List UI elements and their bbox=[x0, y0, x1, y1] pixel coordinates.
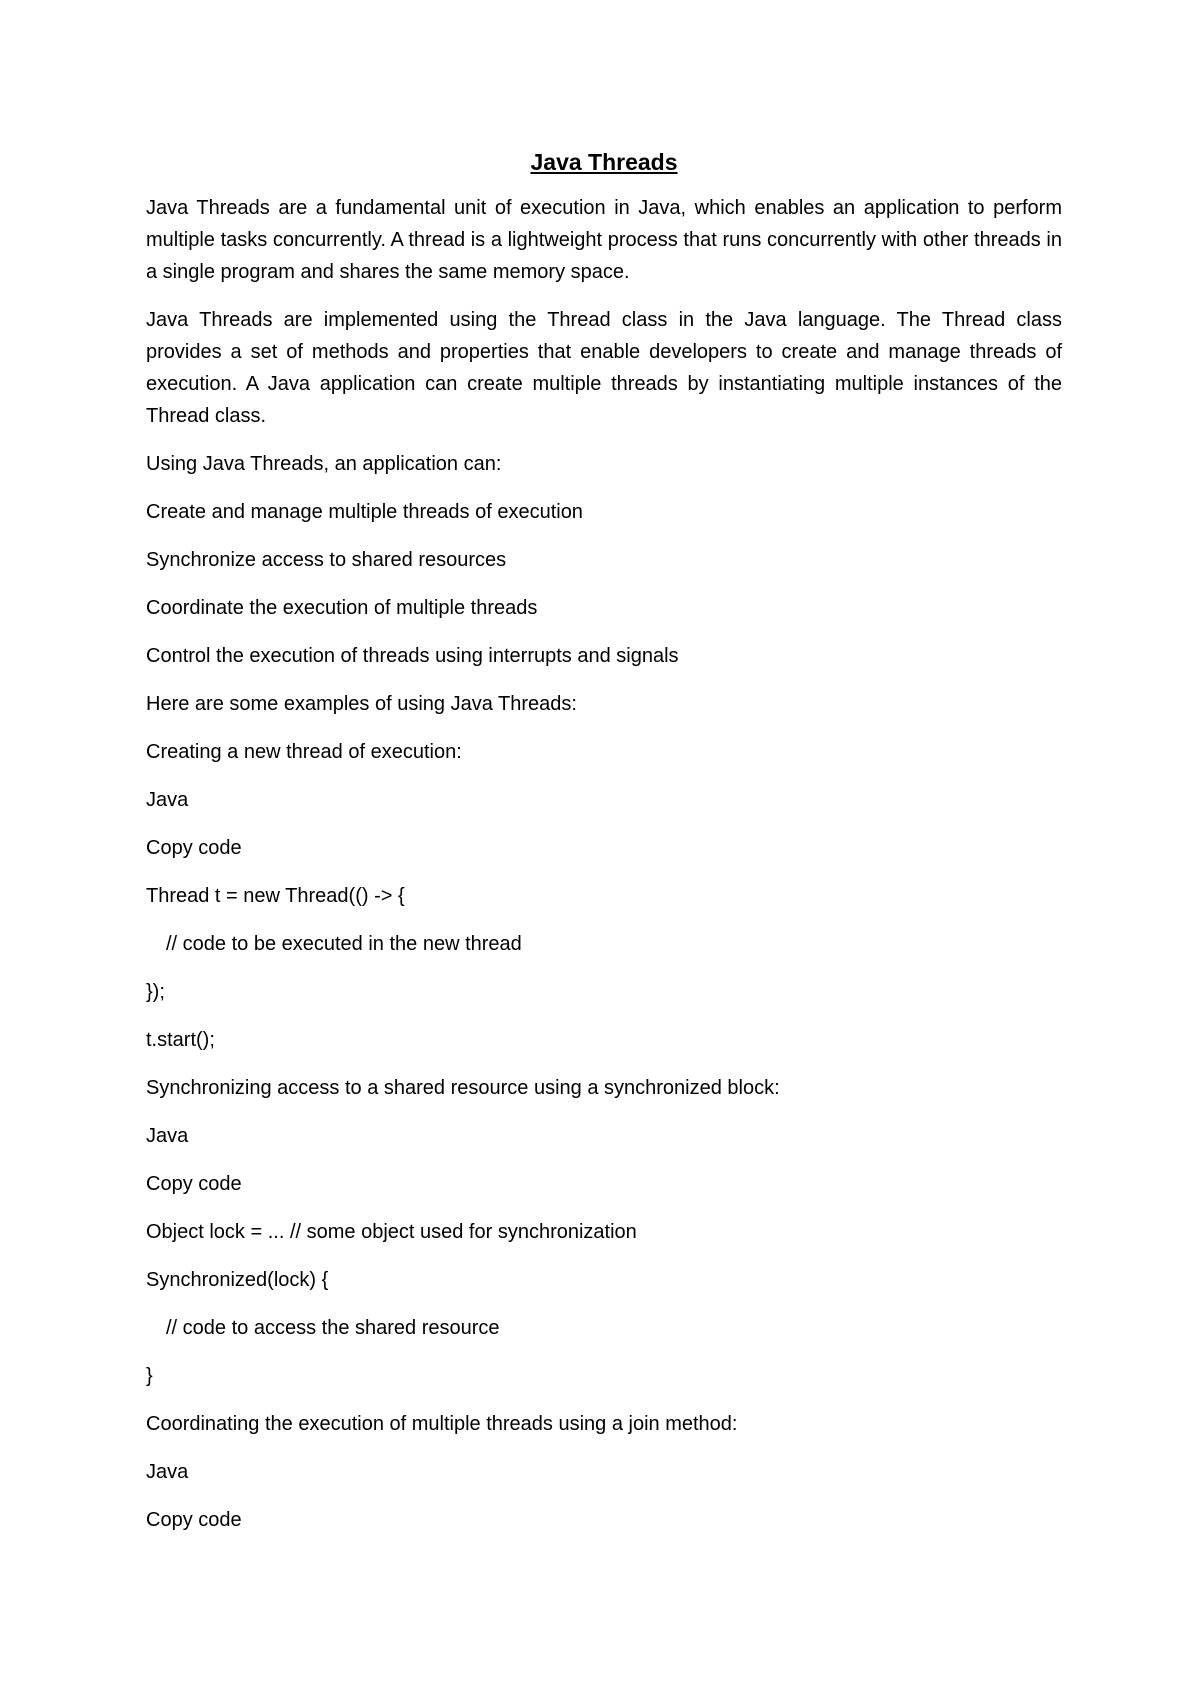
code-comment-line: // code to be executed in the new thread bbox=[166, 933, 522, 955]
capabilities-intro: Using Java Threads, an application can: bbox=[146, 453, 502, 475]
code-language-label: Java bbox=[146, 789, 189, 811]
example-heading: Creating a new thread of execution: bbox=[146, 741, 462, 763]
example-heading: Coordinating the execution of multiple threads using a join method: bbox=[146, 1413, 738, 1435]
example-heading: Synchronizing access to a shared resource using a synchronized block: bbox=[146, 1077, 780, 1099]
capability-item: Coordinate the execution of multiple threads bbox=[146, 597, 538, 619]
document-body bbox=[146, 146, 1062, 1552]
code-line: Object lock = ... // some object used for synchronization bbox=[146, 1221, 637, 1243]
capability-item: Synchronize access to shared resources bbox=[146, 549, 507, 571]
code-line: }); bbox=[146, 981, 165, 1003]
code-comment-line: // code to access the shared resource bbox=[166, 1317, 500, 1339]
code-line: t.start(); bbox=[146, 1029, 215, 1051]
code-line: Thread t = new Thread(() -> { bbox=[146, 885, 405, 907]
capability-item: Control the execution of threads using interrupts and signals bbox=[146, 645, 679, 667]
capability-item: Create and manage multiple threads of execution bbox=[146, 501, 583, 523]
copy-code-label: Copy code bbox=[146, 1509, 242, 1531]
page-title: Java Threads bbox=[530, 149, 678, 175]
copy-code-label: Copy code bbox=[146, 1173, 242, 1195]
code-line: Synchronized(lock) { bbox=[146, 1269, 329, 1291]
copy-code-label: Copy code bbox=[146, 837, 242, 859]
code-line: } bbox=[146, 1365, 153, 1387]
code-language-label: Java bbox=[146, 1461, 189, 1483]
examples-intro: Here are some examples of using Java Threads: bbox=[146, 693, 577, 715]
intro-paragraph: Java Threads are a fundamental unit of execution in Java, which enables an application to perform multiple tasks concurrently. A thread is a lightweight process that runs concurrently with other threads in a single program and shares the same memory space. bbox=[146, 197, 1062, 283]
code-language-label: Java bbox=[146, 1125, 189, 1147]
implementation-paragraph: Java Threads are implemented using the Thread class in the Java language. The Thread class provides a set of methods and properties that enable developers to create and manage threads of execution. A Java application can create multiple threads by instantiating multiple instances of the Thread class. bbox=[146, 309, 1062, 427]
